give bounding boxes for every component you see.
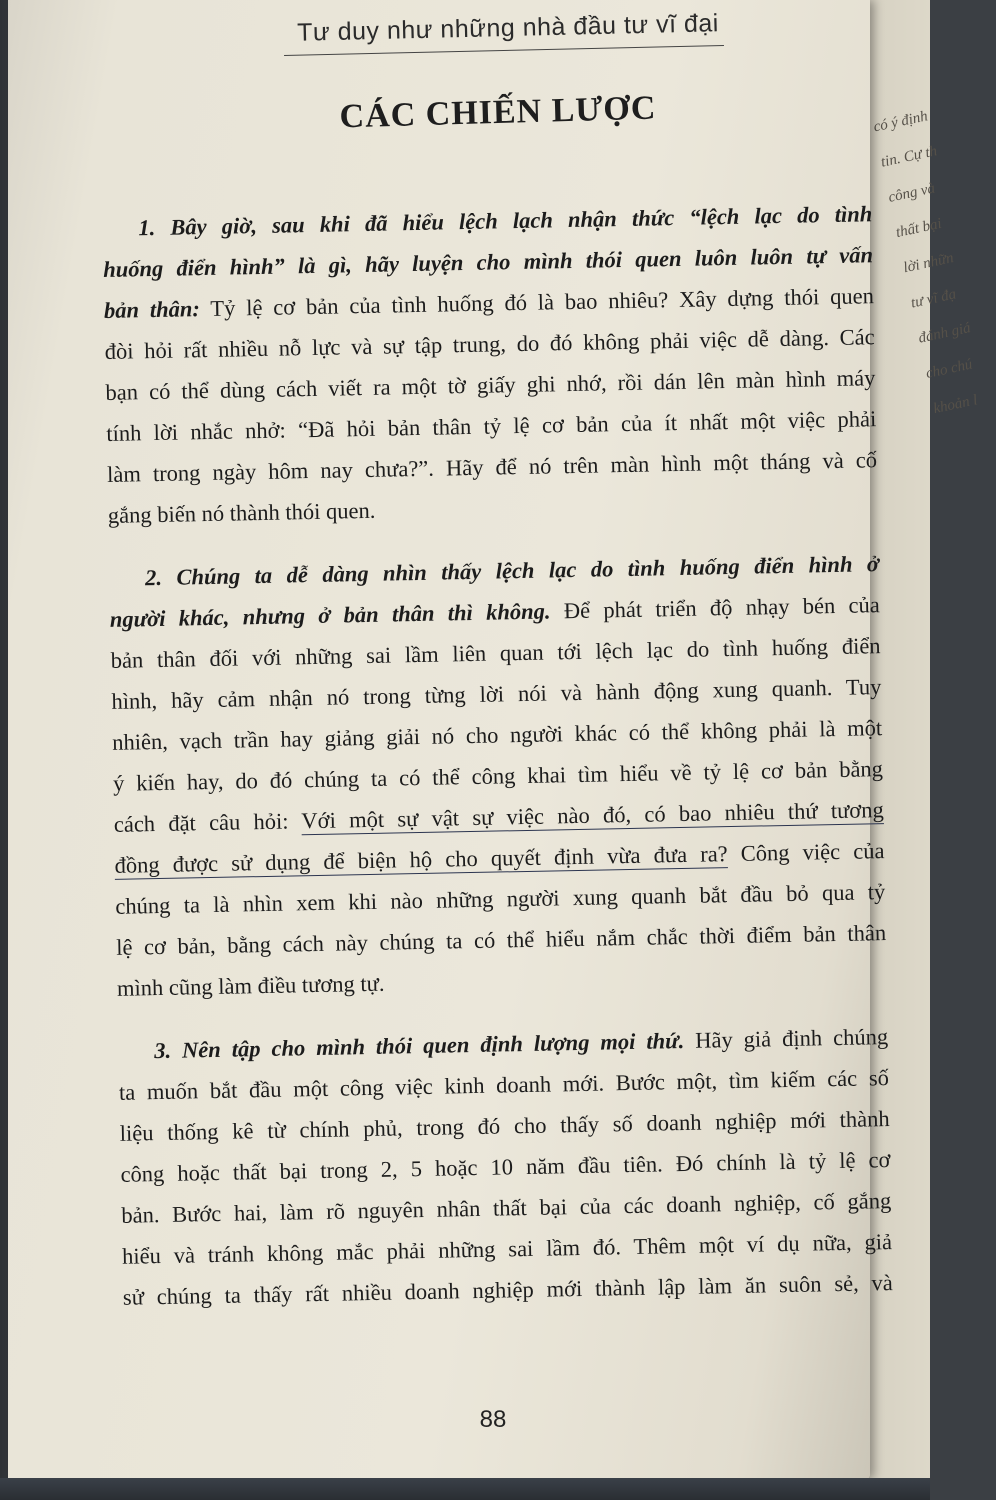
strategy-paragraph-2 bbox=[109, 543, 888, 1009]
text-line: sử chúng ta thấy rất nhiều doanh nghiệp mới thành lập làm ăn suôn sẻ, và bbox=[122, 1270, 894, 1310]
text-line: gắng biến nó thành thói quen. bbox=[107, 497, 376, 528]
text-line: ý kiến hay, do đó chúng ta có thể công khai tìm hiểu về tỷ lệ cơ bản bằng bbox=[112, 756, 884, 796]
text-fragment: Để phát triển độ nhạy bén của bbox=[550, 592, 880, 624]
lead-fragment: huống điển hình” là gì, hãy luyện cho mình thói quen luôn luôn tự vấn bbox=[102, 242, 874, 282]
lead-fragment: 3. Nên tập cho mình thói quen định lượng mọi thứ. bbox=[153, 1027, 685, 1064]
text-line: bản thân đối với những sai lầm liên quan tới lệch lạc do tình huống điển bbox=[110, 633, 881, 673]
underlined-question: đồng được sử dụng để biện hộ cho quyết định vừa đưa ra? bbox=[114, 841, 728, 878]
facing-page-margin-text: có ý định tin. Cự th công và thất bại lời nhữn tư vĩ đạ đánh giá cho chú khoản l bbox=[872, 108, 979, 418]
text-line: công hoặc thất bại trong 2, 5 hoặc 10 năm đầu tiên. Đó chính là tỷ lệ cơ bbox=[120, 1147, 891, 1187]
lead-fragment: bản thân: bbox=[103, 296, 201, 323]
text-line: 1. Bây giờ, sau khi đã hiểu lệch lạch nhận thức “lệch lạc do tình bbox=[138, 201, 873, 241]
text-line: đòi hỏi rất nhiều nỗ lực và sự tập trung, do đó không phải việc dễ dàng. Các bbox=[104, 324, 875, 364]
header-rule bbox=[284, 45, 724, 56]
book-page bbox=[8, 0, 894, 1480]
page-number: 88 bbox=[479, 1406, 507, 1433]
section-title: CÁC CHIẾN LƯỢC bbox=[339, 89, 657, 136]
text-line: liệu thống kê từ chính phủ, trong đó cho thấy số doanh nghiệp mới thành bbox=[119, 1106, 890, 1146]
running-header: Tư duy như những nhà đầu tư vĩ đại bbox=[296, 9, 720, 47]
text-fragment: Tỷ lệ cơ bản của tình huống đó là bao nhiêu? Xây dựng thói quen bbox=[199, 283, 875, 322]
text-line: tính lời nhắc nhở: “Đã hỏi bản thân tỷ lệ cơ bản của ít nhất một việc phải bbox=[106, 406, 877, 446]
page-body bbox=[102, 193, 894, 1340]
text-line: hình, hãy cảm nhận nó trong từng lời nói và hành động xung quanh. Tuy bbox=[111, 674, 882, 714]
text-line: làm trong ngày hôm nay chưa?”. Hãy để nó trên màn hình một tháng và cố bbox=[106, 447, 878, 487]
text-fragment: Công việc của bbox=[727, 838, 885, 867]
text-line: nhiên, vạch trần hay giảng giải nó cho người khác có thể không phải là một bbox=[112, 715, 883, 755]
text-line: hiểu và tránh không mắc phải những sai lầm đó. Thêm một ví dụ nữa, giả bbox=[121, 1229, 893, 1269]
text-line: bạn có thể dùng cách viết ra một tờ giấy ghi nhớ, rồi dán lên màn hình máy bbox=[105, 365, 876, 405]
strategy-paragraph-3 bbox=[118, 1016, 893, 1318]
underlined-question: Với một sự vật sự việc nào đó, có bao nhiêu thứ tương bbox=[301, 797, 884, 834]
text-fragment: cách đặt câu hỏi: bbox=[113, 808, 302, 837]
text-line: chúng ta là nhìn xem khi nào những người xung quanh bắt đầu bỏ qua tỷ bbox=[115, 879, 886, 919]
text-line: mình cũng làm điều tương tự. bbox=[116, 970, 385, 1001]
text-line: lệ cơ bản, bằng cách này chúng ta có thể hiểu nắm chắc thời điểm bản thân bbox=[115, 920, 887, 960]
text-fragment: Hãy giả định chúng bbox=[683, 1024, 889, 1053]
table-surface bbox=[0, 1478, 930, 1500]
strategy-paragraph-1 bbox=[102, 193, 878, 536]
text-line: ta muốn bắt đầu một công việc kinh doanh mới. Bước một, tìm kiếm các số bbox=[118, 1065, 890, 1105]
lead-fragment: người khác, nhưng ở bản thân thì không. bbox=[109, 598, 551, 632]
text-line: 2. Chúng ta dễ dàng nhìn thấy lệch lạc do tình huống điển hình ở bbox=[144, 551, 880, 591]
text-line: bản. Bước hai, làm rõ nguyên nhân thất bại của các doanh nghiệp, cố gắng bbox=[121, 1188, 892, 1228]
